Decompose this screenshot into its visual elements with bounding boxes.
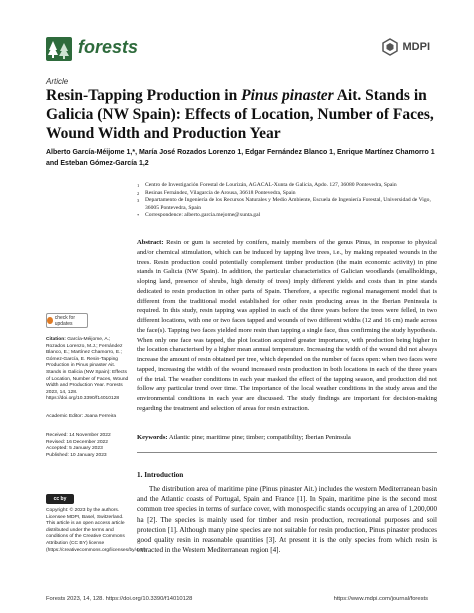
citation-label: Citation: xyxy=(46,337,66,342)
check-updates-label: check for updates xyxy=(54,314,76,327)
journal-name: forests xyxy=(78,37,139,57)
section-heading: 1. Introduction xyxy=(137,471,184,479)
accepted-date: Accepted: 5 January 2023 xyxy=(46,446,103,452)
revised-date: Revised: 16 December 2022 xyxy=(46,439,108,445)
title-species: Pinus pinaster xyxy=(241,87,334,104)
check-updates-icon xyxy=(47,317,53,324)
footer-journal-link[interactable]: https://www.mdpi.com/journal/forests xyxy=(333,596,428,602)
article-title xyxy=(46,86,436,143)
received-date: Received: 14 November 2022 xyxy=(46,433,111,438)
academic-editor: Academic Editor: Joana Ferreira xyxy=(46,414,117,419)
copyright-text: Copyright: © 2023 by the authors. Licensee MDPI, Basel, Switzerland. This article is an open access article distributed under the terms and conditions of the Creative Commons Attribution (CC BY) license (https://creativecommons.org/licenses/by/4.0/). xyxy=(46,508,148,553)
abstract-label: Abstract: xyxy=(137,239,164,246)
affiliation-item: 3 Departamento de Ingeniería de los Recursos Naturales y Medio Ambiente, Escuela de Ingeniería Forestal, Universidad de Vigo, 36005 Pontevedra, Spain xyxy=(137,197,431,211)
keywords-label: Keywords: xyxy=(137,434,168,441)
affiliation-item: 1 Centro de Investigación Forestal de Lourizán, AGACAL-Xunta de Galicia, Apdo. 127, 36080 Pontevedra, Spain xyxy=(137,182,397,188)
keywords-text: Atlantic pine; maritime pine; timber; compatibility; Iberian Peninsula xyxy=(168,434,351,441)
author-list: Alberto García-Méijome 1,*, María José Rozados Lorenzo 1, Edgar Fernández Blanco 1, Enrique Martínez Chamorro 1 and Esteban Gómez-García 1,2 xyxy=(46,149,435,167)
dates-block xyxy=(46,433,130,459)
article-type-label: Article xyxy=(46,77,69,86)
check-for-updates-button[interactable] xyxy=(46,313,88,328)
publisher-name: MDPI xyxy=(402,41,430,53)
correspondence[interactable]: * Correspondence: alberto.garcia.mejome@xunta.gal xyxy=(137,212,261,218)
abstract xyxy=(137,238,437,414)
divider xyxy=(137,452,437,453)
affiliation-list xyxy=(137,182,437,220)
publisher-logo[interactable] xyxy=(381,38,431,56)
footer-citation[interactable]: Forests 2023, 14, 128. https://doi.org/10.3390/f14010128 xyxy=(46,596,193,602)
journal-logo-icon xyxy=(46,37,72,61)
citation-text: García-Méijome, A.; Rozados Lorenzo, M.J.; Fernández Blanco, E.; Martínez Chamorro, E.; Gómez-García, E. Resin-Tapping Production in Pinus pinaster Ait. Stands in Galicia (NW Spain): Effects of Location, Number of Faces, Wound Width and Production Year. Forests 2023, 14, 128. https://doi.org/10.3390/f14010128 xyxy=(46,337,129,402)
title-part-1: Resin-Tapping Production in xyxy=(46,87,242,104)
introduction-text: The distribution area of maritime pine (Pinus pinaster Ait.) includes the western Mediterranean basin and the Atlantic coasts of Portugal, Spain and France [1]. In Spain, maritime pine is the second most common tree species in terms of surface cover, with monospecific stands occupying an area of 1,200,000 ha [2]. The species is mainly used for timber and resin production, recreational purposes and soil protection [1]. Although many pine species are not suitable for resin production, Pinus pinaster produces good quality resin in reasonable quantities [3]. At present it is the only species from which resin is extracted in the Western Mediterranean region [4]. xyxy=(137,485,437,555)
mdpi-hexagon-icon xyxy=(381,38,399,56)
cc-license-badge[interactable]: cc by xyxy=(46,494,74,504)
keywords xyxy=(137,433,437,443)
citation-block xyxy=(46,337,130,403)
abstract-text: Resin or gum is secreted by conifers, mainly members of the genus Pinus, in response to physical and/or chemical stimulation, which can be induced by tapping live trees, i.e., by making repeated wounds in the trees. Resin production could potentially complement timber production (the main economic activity) in pine stands in Galicia (NW Spain). In addition, the particular characteristics of Galician woodlands (smallholdings, sloping land, presence of shrubs, high density of trees) imply different yields and costs than in pine stands dedicated to resin production in other parts of Spain. Therefore, a specific regional management model that is different from the traditional model established for other resin producing areas in the Iberian Peninsula is required. In this study, resin tapping was applied in each of the three years before the trees were felled, in two different locations, with one or two faces tapped and wounds of two different widths (12 and 16 cm) made across the face(s). Tapping two faces yielded more resin than tapping a single face, thus confirming the study hypothesis. When only one face was tapped, the plot location acquired greater importance, with production being higher in the location characterised by a higher mean annual temperature. Increasing the width of the wound did not always increase the amount of resin obtained per tree, which depended on the number of faces open: when two faces were tapped, increasing the width of the wound increased resin production in both locations in each of the three years of the trial. The weather conditions in each year masked the effect of the tapping season, and production did not follow any particular trend over time. The importance of the local weather conditions in the study areas and the environmental conditions in each year are discussed. The study findings are important for decision-making regarding the treatment and selection of areas for resin extraction. xyxy=(137,239,437,412)
published-date: Published: 10 January 2023 xyxy=(46,452,107,458)
affiliation-item: 2 Resinas Fernández, Vilagarcía de Arousa, 36618 Pontevedra, Spain xyxy=(137,189,296,196)
title-part-3: Ait. Stands in Galicia (NW Spain): Effects of Location, Number of Faces, Wound Width and Production Year xyxy=(46,87,434,142)
